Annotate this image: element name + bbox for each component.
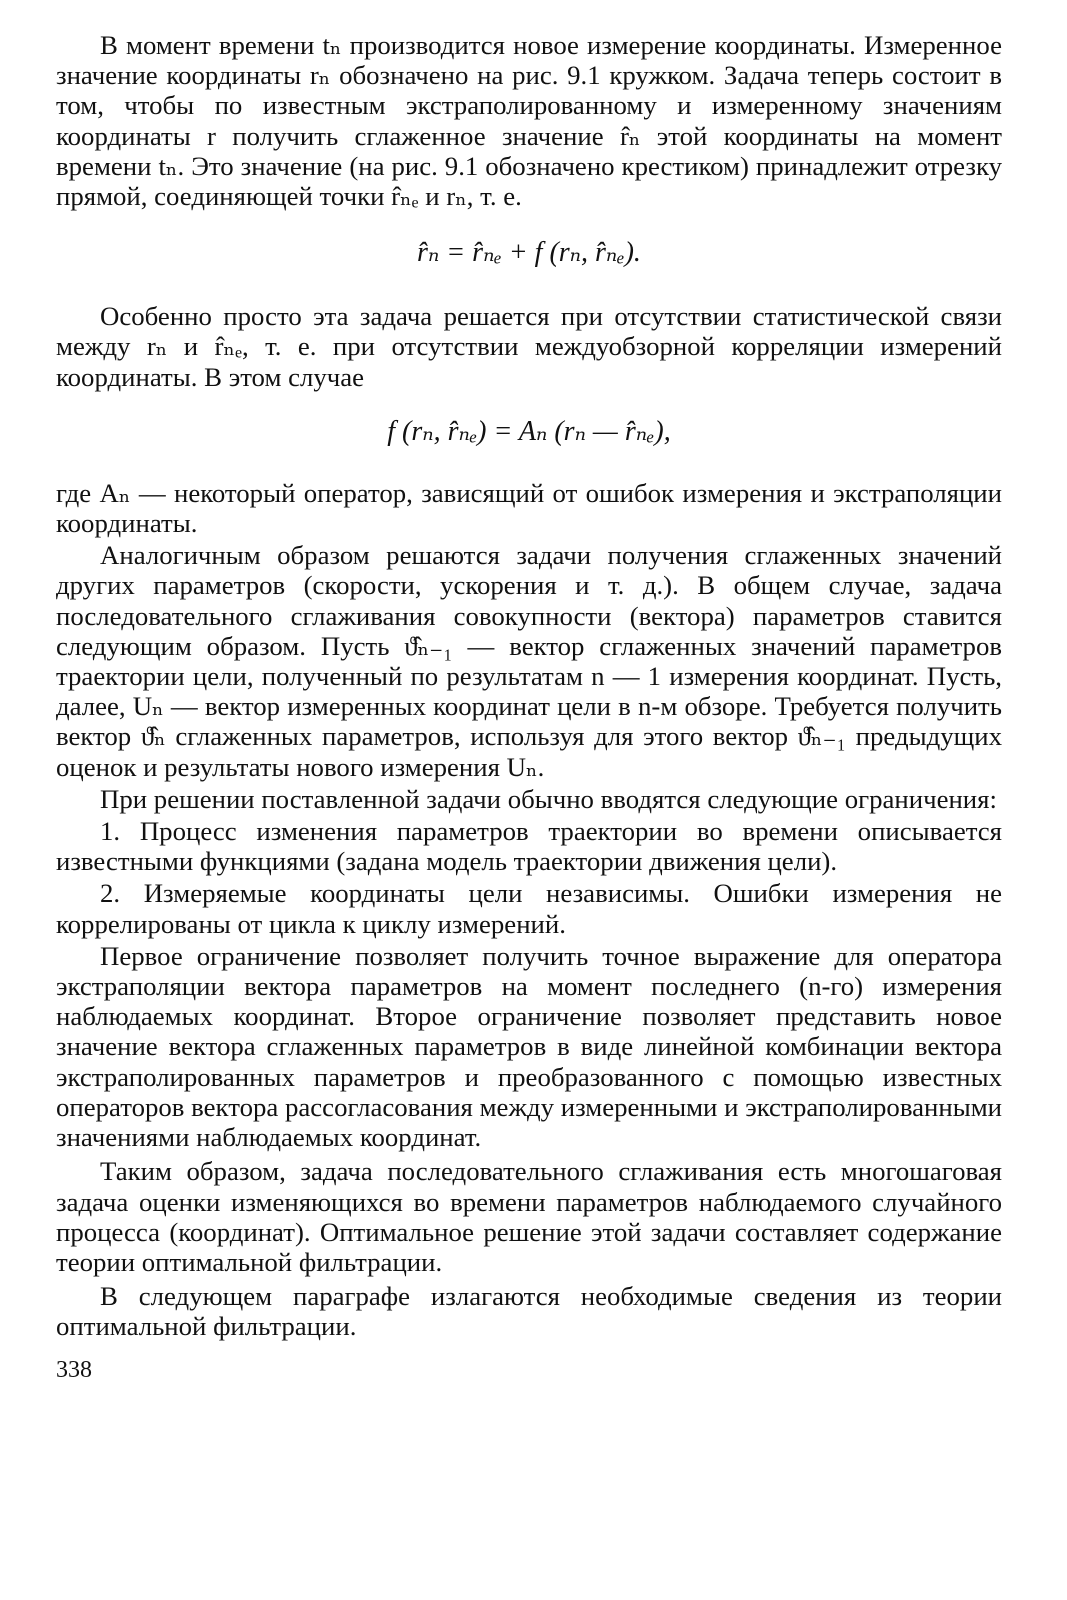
paragraph: Особенно просто эта задача решается при отсутствии статистической связи между rₙ и r̂ₙₑ, т. е. при отсутствии междуобзорной корреляции измерений координаты. В этом случае — [56, 301, 1002, 392]
paragraph: В момент времени tₙ производится новое измерение координаты. Измеренное значение координаты rₙ обозначено на рис. 9.1 кружком. Задача теперь состоит в том, чтобы по известным экстраполированному и измеренному значениям координаты r получить сглаженное значение r̂ₙ этой координаты на момент времени tₙ. Это значение (на рис. 9.1 обозначено крестиком) принадлежит отрезку прямой, соединяющей точки r̂ₙₑ и rₙ, т. е. — [56, 30, 1002, 212]
paragraph: Аналогичным образом решаются задачи получения сглаженных значений других параметров (скорости, ускорения и т. д.). В общем случае, задача последовательного сглаживания совокупности (вектора) параметров ставится следующим образом. Пусть ϑ̂ₙ₋₁ — вектор сглаженных значений параметров траектории цели, полученный по результатам n — 1 измерения координат. Пусть, далее, Uₙ — вектор измеренных координат цели в n-м обзоре. Требуется получить вектор ϑ̂ₙ сглаженных параметров, используя для этого вектор ϑ̂ₙ₋₁ предыдущих оценок и результаты нового измерения Uₙ. — [56, 540, 1002, 782]
paragraph: Таким образом, задача последовательного сглаживания есть многошаговая задача оценки изменяющихся во времени параметров наблюдаемого случайного процесса (координат). Оптимальное решение этой задачи составляет содержание теории оптимальной фильтрации. — [56, 1156, 1002, 1277]
list-item: 1. Процесс изменения параметров траектории во времени описывается известными функциями (задана модель траектории движения цели). — [56, 816, 1002, 877]
formula-smoothed-value: r̂ₙ = r̂ₙₑ + f (rₙ, r̂ₙₑ). — [417, 237, 641, 269]
list-item: 2. Измеряемые координаты цели независимы. Ошибки измерения не коррелированы от цикла к циклу измерений. — [56, 878, 1002, 939]
formula-operator: f (rₙ, r̂ₙₑ) = Aₙ (rₙ — r̂ₙₑ), — [387, 415, 671, 447]
page-number: 338 — [56, 1356, 92, 1383]
paragraph: где Aₙ — некоторый оператор, зависящий от ошибок измерения и экстраполяции координаты. — [56, 477, 1002, 539]
paragraph: Первое ограничение позволяет получить точное выражение для оператора экстраполяции вектора параметров на момент последнего (n-го) измерения наблюдаемых координат. Второе ограничение позволяет представить новое значение вектора сглаженных параметров в виде линейной комбинации вектора экстраполированных параметров и преобразованного с помощью известных операторов вектора рассогласования между измеренными и экстраполированными значениями наблюдаемых координат. — [56, 940, 1002, 1153]
paragraph: При решении поставленной задачи обычно вводятся следующие ограничения: — [100, 783, 997, 814]
paragraph: В следующем параграфе излагаются необходимые сведения из теории оптимальной фильтрации. — [56, 1281, 1002, 1342]
page-body — [56, 30, 1002, 1384]
